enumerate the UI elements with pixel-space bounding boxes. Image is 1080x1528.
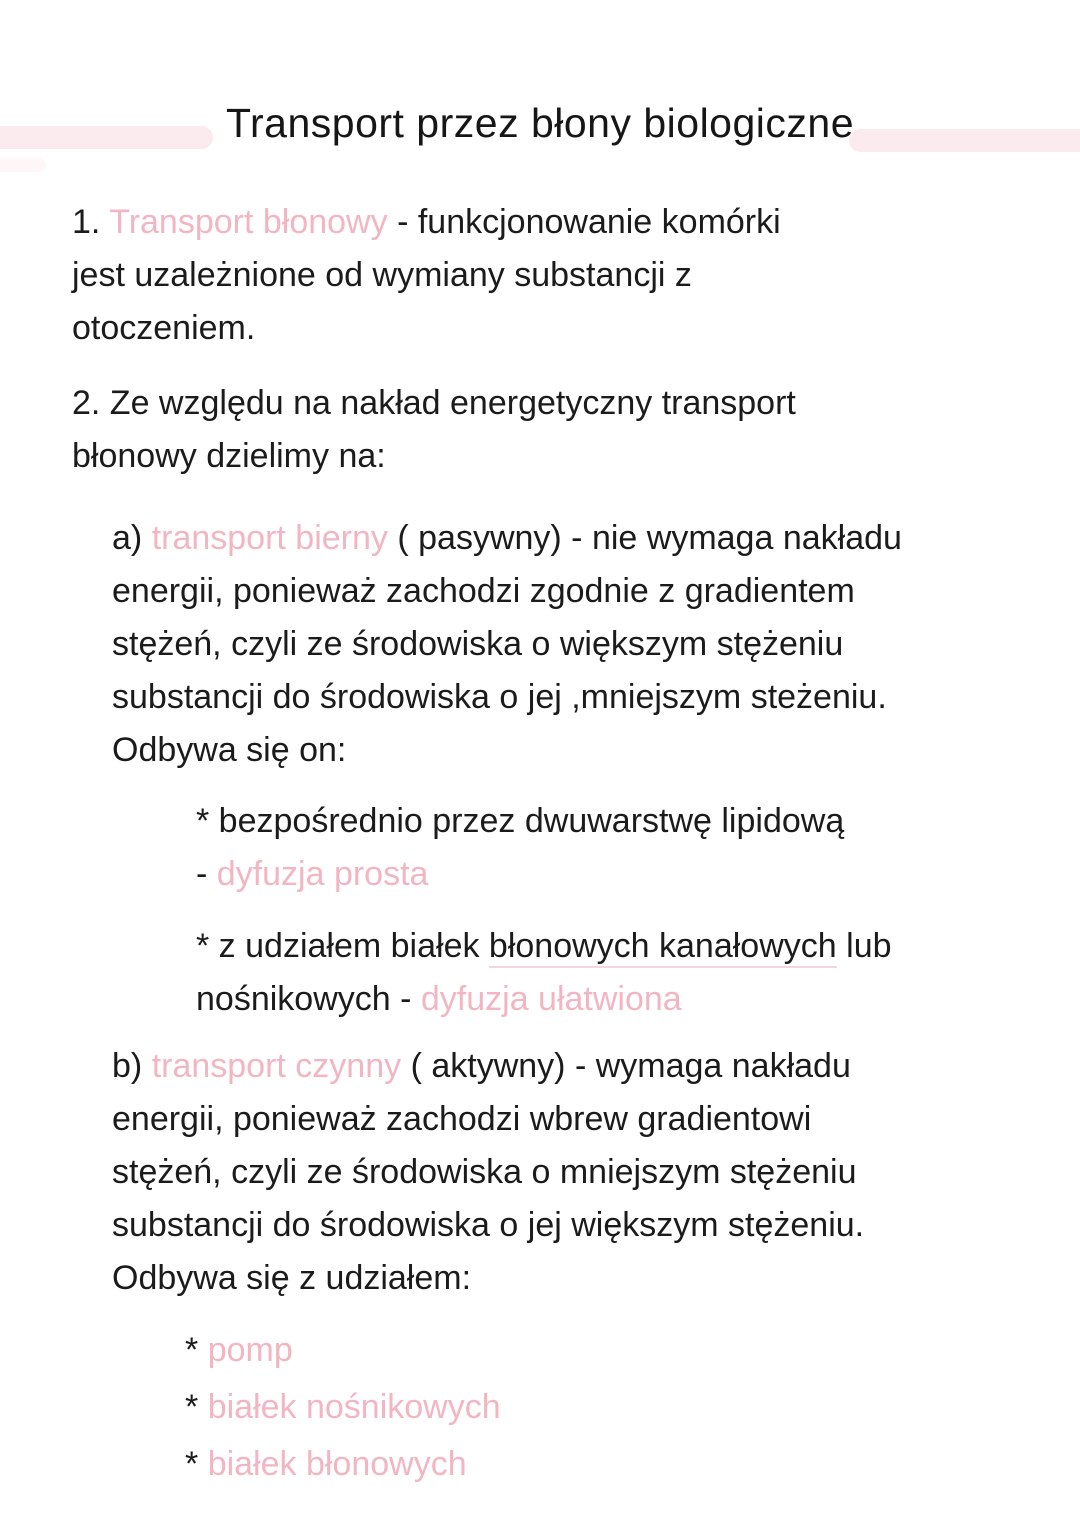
highlighted-term: białek nośnikowych <box>207 1388 501 1426</box>
section-b-transport-czynny <box>112 1040 864 1305</box>
title-highlight-band-stub <box>0 158 46 172</box>
text-segment: a) <box>112 519 152 557</box>
highlighted-term: Transport błonowy <box>109 203 388 241</box>
text-segment: * <box>185 1388 208 1426</box>
text-line <box>72 196 781 249</box>
text-line <box>112 1252 864 1305</box>
text-segment: * bezpośrednio przez dwuwarstwę lipidową <box>196 802 845 840</box>
text-line <box>196 920 892 973</box>
paragraph-2-podzial-transportu <box>72 377 796 483</box>
text-segment: nośnikowych - <box>196 980 421 1018</box>
text-segment: * <box>185 1331 208 1369</box>
text-line <box>112 671 902 724</box>
text-line <box>185 1379 501 1436</box>
bullet-dyfuzja-ulatwiona <box>196 920 892 1026</box>
text-line <box>112 618 902 671</box>
text-line <box>112 512 902 565</box>
highlighted-term: dyfuzja ułatwiona <box>420 980 682 1018</box>
text-segment: substancji do środowiska o jej ,mniejszym steżeniu. <box>112 678 887 716</box>
text-segment: otoczeniem. <box>72 309 256 347</box>
paragraph-1-transport-blonowy <box>72 196 781 355</box>
text-line <box>72 302 781 355</box>
text-line <box>112 1146 864 1199</box>
text-segment: energii, ponieważ zachodzi wbrew gradientowi <box>112 1100 812 1138</box>
text-segment: energii, ponieważ zachodzi zgodnie z gradientem <box>112 572 855 610</box>
text-line <box>185 1436 501 1493</box>
text-line <box>72 377 796 430</box>
text-segment: Odbywa się on: <box>112 731 347 769</box>
text-segment: ( pasywny) - nie wymaga nakładu <box>387 519 902 557</box>
text-line <box>112 565 902 618</box>
text-segment: ( aktywny) - wymaga nakładu <box>401 1047 851 1085</box>
bullet-dyfuzja-prosta <box>196 795 844 901</box>
text-segment: stężeń, czyli ze środowiska o większym stężeniu <box>112 625 844 663</box>
text-segment: 1. <box>72 203 110 241</box>
text-segment: * z udziałem białek <box>196 927 489 965</box>
bullet-list-transport-czynny <box>185 1322 501 1493</box>
highlighted-term: transport czynny <box>151 1047 402 1085</box>
text-line <box>112 1040 864 1093</box>
text-segment: błonowy dzielimy na: <box>72 437 386 475</box>
text-segment: b) <box>112 1047 152 1085</box>
text-segment: - <box>196 855 217 893</box>
text-line <box>112 724 902 777</box>
text-segment: substancji do środowiska o jej większym stężeniu. <box>112 1206 865 1244</box>
highlighted-term: dyfuzja prosta <box>216 855 429 893</box>
text-segment: jest uzależnione od wymiany substancji z <box>72 256 692 294</box>
text-segment: 2. Ze względu na nakład energetyczny transport <box>72 384 796 422</box>
text-segment: - funkcjonowanie komórki <box>387 203 781 241</box>
text-line <box>196 848 844 901</box>
text-segment: Odbywa się z udziałem: <box>112 1259 472 1297</box>
text-line <box>72 430 796 483</box>
highlighted-term: białek błonowych <box>207 1445 467 1483</box>
text-segment: stężeń, czyli ze środowiska o mniejszym stężeniu <box>112 1153 857 1191</box>
highlighted-term: transport bierny <box>151 519 388 557</box>
section-a-transport-bierny <box>112 512 902 777</box>
text-line <box>185 1322 501 1379</box>
text-line <box>112 1093 864 1146</box>
text-segment: lub <box>836 927 892 965</box>
underlined-term: błonowych kanałowych <box>489 927 837 968</box>
text-line <box>72 249 781 302</box>
text-line <box>196 973 892 1026</box>
text-line <box>112 1199 864 1252</box>
highlighted-term: pomp <box>207 1331 293 1369</box>
text-segment: * <box>185 1445 208 1483</box>
text-line <box>196 795 844 848</box>
page-title: Transport przez błony biologiczne <box>225 100 855 146</box>
